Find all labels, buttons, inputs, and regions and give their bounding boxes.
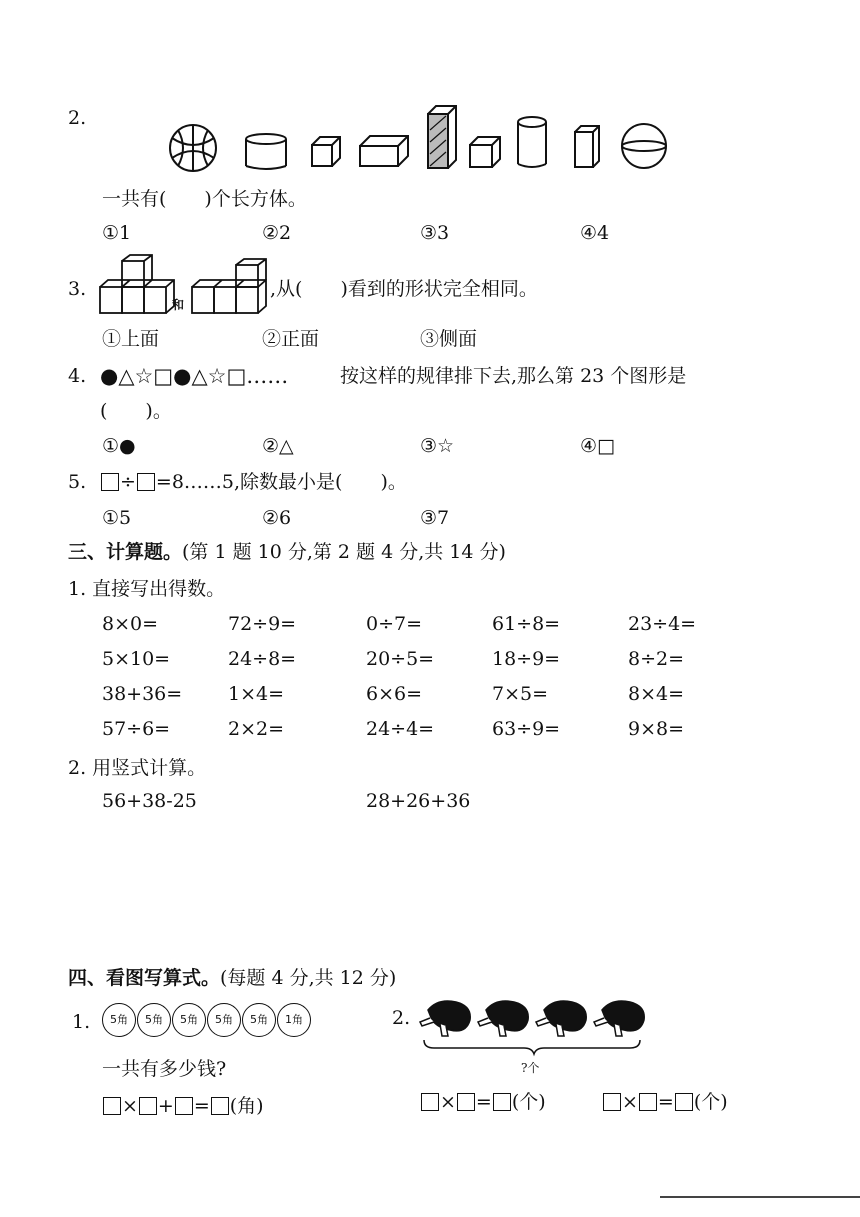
q2-solids-figure <box>160 100 680 175</box>
plus-sign: + <box>157 1095 174 1117</box>
calc-item[interactable]: 7×5= <box>492 683 549 705</box>
paddle-icon <box>420 1001 470 1036</box>
cylinder-tall-icon <box>518 117 546 167</box>
p2-equation-a <box>420 1090 546 1114</box>
p2-number: 2. <box>392 1007 411 1029</box>
section3-score: (第 1 题 10 分,第 2 题 4 分,共 14 分) <box>182 541 506 563</box>
q3-number: 3. <box>68 278 87 300</box>
calc-item[interactable]: 24÷4= <box>366 718 435 740</box>
blank-box[interactable] <box>101 473 119 491</box>
coin-1jiao: 1角 <box>277 1003 311 1037</box>
pingpong-paddles-figure <box>416 994 652 1056</box>
q5-number: 5. <box>68 471 87 493</box>
q2-question: 一共有( )个长方体。 <box>102 188 307 210</box>
blank-box[interactable] <box>493 1093 511 1111</box>
paddle-icon <box>478 1001 528 1036</box>
calc-item[interactable]: 0÷7= <box>366 613 423 635</box>
calc-item[interactable]: 38+36= <box>102 683 183 705</box>
q4-option-2[interactable]: ②△ <box>262 435 294 457</box>
section3-sub2: 2. 用竖式计算。 <box>68 757 207 779</box>
calc-item[interactable]: 6×6= <box>366 683 423 705</box>
q4-option-3[interactable]: ③☆ <box>420 435 455 457</box>
q2-option-4[interactable]: ④4 <box>580 222 610 244</box>
equals-sign: = <box>657 1091 674 1113</box>
blank-box[interactable] <box>137 473 155 491</box>
calc-item[interactable]: 61÷8= <box>492 613 561 635</box>
blank-box[interactable] <box>421 1093 439 1111</box>
q3-question: ,从( )看到的形状完全相同。 <box>270 278 538 300</box>
p2-brace-label: ?个 <box>521 1061 540 1075</box>
cuboid-tall-hatched-icon <box>428 106 456 168</box>
cube-small-icon <box>312 137 340 166</box>
equals-sign: = <box>475 1091 492 1113</box>
q4-blank[interactable]: ( )。 <box>100 400 172 422</box>
blank-box[interactable] <box>139 1097 157 1115</box>
section3-sub1: 1. 直接写出得数。 <box>68 578 226 600</box>
p2-equation-b <box>602 1090 728 1114</box>
coin-5jiao: 5角 <box>172 1003 206 1037</box>
calc-item[interactable]: 20÷5= <box>366 648 435 670</box>
q4-sequence: ●△☆□●△☆□…… <box>100 364 289 388</box>
q5-equation <box>100 470 407 494</box>
section4-score: (每题 4 分,共 12 分) <box>220 967 397 989</box>
vertical-calc-2[interactable]: 28+26+36 <box>366 790 471 812</box>
cuboid-wide-icon <box>360 136 408 166</box>
calc-item[interactable]: 9×8= <box>628 718 685 740</box>
q4-number: 4. <box>68 365 87 387</box>
blank-box[interactable] <box>675 1093 693 1111</box>
q5-option-3[interactable]: ③7 <box>420 507 450 529</box>
calc-item[interactable]: 2×2= <box>228 718 285 740</box>
equals-sign: = <box>193 1095 210 1117</box>
q2-option-1[interactable]: ①1 <box>102 222 132 244</box>
q5-equation-tail: =8……5,除数最小是( )。 <box>155 471 407 493</box>
calc-item[interactable]: 72÷9= <box>228 613 297 635</box>
section3-heading <box>68 540 506 564</box>
bottom-rule <box>660 1196 860 1198</box>
blank-box[interactable] <box>639 1093 657 1111</box>
p1-number: 1. <box>72 1011 91 1033</box>
q3-and-label: 和 <box>172 298 185 312</box>
section4-heading <box>68 966 396 990</box>
p1-equation <box>102 1094 264 1118</box>
coin-5jiao: 5角 <box>102 1003 136 1037</box>
brace-icon <box>424 1040 640 1054</box>
q5-option-2[interactable]: ②6 <box>262 507 292 529</box>
cube-small-2-icon <box>470 137 500 167</box>
paddle-icon <box>594 1001 644 1036</box>
paddle-icon <box>536 1001 586 1036</box>
cuboid-upright-icon <box>575 126 599 167</box>
calc-item[interactable]: 8×4= <box>628 683 685 705</box>
times-sign: × <box>622 1091 638 1113</box>
blank-box[interactable] <box>103 1097 121 1115</box>
coin-5jiao: 5角 <box>242 1003 276 1037</box>
q3-option-2[interactable]: ②正面 <box>262 328 320 350</box>
blank-box[interactable] <box>457 1093 475 1111</box>
coin-row <box>102 1003 312 1037</box>
q2-option-2[interactable]: ②2 <box>262 222 292 244</box>
calc-item[interactable]: 63÷9= <box>492 718 561 740</box>
cylinder-short-icon <box>246 134 286 169</box>
calc-item[interactable]: 57÷6= <box>102 718 171 740</box>
basketball-icon <box>170 125 216 171</box>
p1-unit: (角) <box>229 1095 264 1117</box>
blank-box[interactable] <box>603 1093 621 1111</box>
q3-option-3[interactable]: ③侧面 <box>420 328 478 350</box>
times-sign: × <box>122 1095 138 1117</box>
blank-box[interactable] <box>175 1097 193 1115</box>
calc-item[interactable]: 18÷9= <box>492 648 561 670</box>
q5-option-1[interactable]: ①5 <box>102 507 132 529</box>
blank-box[interactable] <box>211 1097 229 1115</box>
vertical-calc-1[interactable]: 56+38-25 <box>102 790 197 812</box>
q2-number: 2. <box>68 107 87 129</box>
coin-5jiao: 5角 <box>207 1003 241 1037</box>
section4-title: 四、看图写算式。 <box>68 967 221 989</box>
q3-option-1[interactable]: ①上面 <box>102 328 160 350</box>
calc-item[interactable]: 23÷4= <box>628 613 697 635</box>
calc-item[interactable]: 8÷2= <box>628 648 685 670</box>
sphere-icon <box>622 124 666 168</box>
calc-item[interactable]: 1×4= <box>228 683 285 705</box>
p2-unit-b: (个) <box>693 1091 728 1113</box>
calc-item[interactable]: 24÷8= <box>228 648 297 670</box>
section3-title: 三、计算题。 <box>68 541 183 563</box>
q4-option-4[interactable]: ④□ <box>580 435 615 457</box>
p2-unit-a: (个) <box>511 1091 546 1113</box>
coin-5jiao: 5角 <box>137 1003 171 1037</box>
q2-option-3[interactable]: ③3 <box>420 222 450 244</box>
p1-question: 一共有多少钱? <box>102 1058 227 1080</box>
times-sign: × <box>440 1091 456 1113</box>
q4-question: 按这样的规律排下去,那么第 23 个图形是 <box>340 365 687 387</box>
q4-option-1[interactable]: ①● <box>102 435 136 457</box>
divide-sign: ÷ <box>120 471 136 493</box>
calc-item[interactable]: 8×0= <box>102 613 159 635</box>
calc-item[interactable]: 5×10= <box>102 648 171 670</box>
